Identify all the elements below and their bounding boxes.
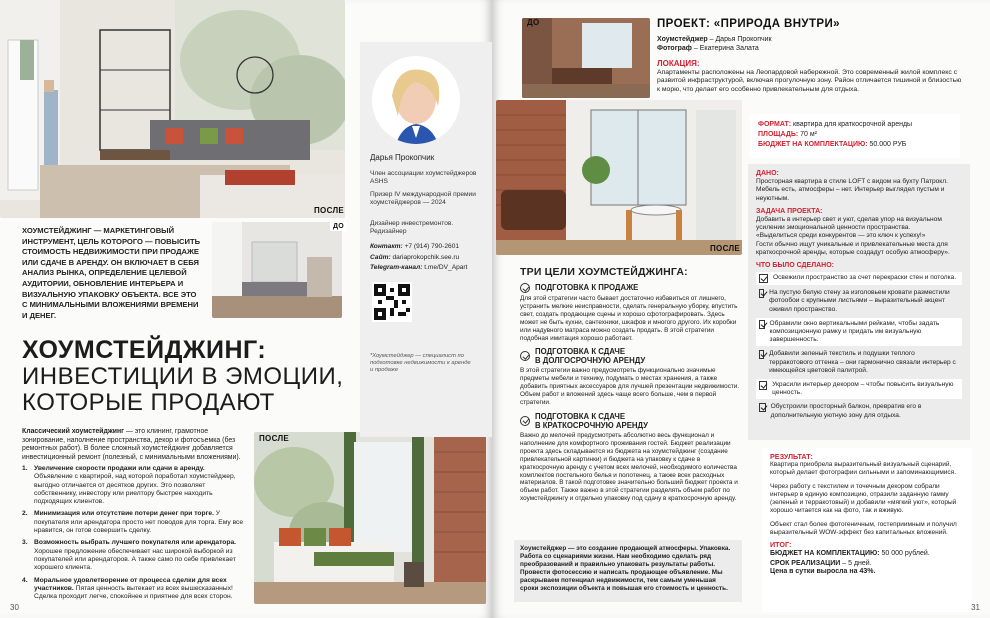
- list-item: [22, 577, 244, 602]
- telegram-link[interactable]: t.me/DV_Apart: [422, 264, 468, 271]
- credits: [657, 35, 977, 53]
- photo-before-top: [522, 18, 650, 98]
- goal-3: [520, 412, 742, 503]
- item-title: Моральное удовлетворение от процесса сделки для всех участников.: [34, 576, 227, 592]
- goal-title: ПОДГОТОВКА К ПРОДАЖЕ: [535, 283, 639, 293]
- item-title: Возможность выбрать лучшего покупателя или арендатора.: [34, 539, 237, 547]
- author-role-2: Призер IV международной премии хоумстейджеров — 2024: [370, 191, 476, 207]
- lead-text: — это клининг, грамотное зонирование, наполнение пространства, декор и фотосъемка (без ремонтных работ). В более сложный хоумстейджинг добавляется инвестиционный ремонт (полезный, с минимальными вложениями).: [22, 428, 241, 461]
- done-label: ЧТО БЫЛО СДЕЛАНО:: [756, 262, 835, 270]
- goals-title: ТРИ ЦЕЛИ ХОУМСТЕЙДЖИНГА:: [520, 266, 688, 278]
- given-label: ДАНО:: [756, 170, 779, 177]
- item-text: Хорошее предложение обеспечивает нас широкой выборкой из покупателей или арендаторов. А также само по себе привлекает хорошего клиента.: [34, 547, 236, 572]
- done-item: [756, 287, 962, 316]
- checkbox-icon: [759, 381, 767, 390]
- result-text-3: Объект стал более фотогеничным, гостеприимным и получил выразительный WOW-эффект без капитальных вложений.: [770, 521, 957, 536]
- headline-line-1: ХОУМСТЕЙДЖИНГ:: [22, 336, 267, 364]
- goal-2: [520, 347, 742, 407]
- goal-title-2: В КРАТКОСРОЧНУЮ АРЕНДУ: [535, 420, 649, 430]
- given-text: Просторная квартира в стиле LOFT с видом на бухту Патрокл. Мебель есть, атмосферы – нет. Интерьер выглядел пустым и неуютным.: [756, 178, 948, 202]
- goal-text: Для этой стратегии часто бывает достаточно избавиться от лишнего, устранить мелкие неисправности, сделать генеральную уборку, впустить свет, создать продающие сцены и хорошо сфотографировать. Здесь может не быть кухни, сантехники, шкафов и многого другого. Их коробки или надувного матраса можно создать продать. В этой стратегии подобная имитация хорошо работает.: [520, 295, 738, 342]
- done-item: [756, 348, 962, 377]
- result-label: РЕЗУЛЬТАТ:: [770, 452, 813, 461]
- term-value: – 5 дней.: [840, 559, 872, 567]
- budget-label: БЮДЖЕТ НА КОМПЛЕКТАЦИЮ:: [758, 141, 868, 148]
- goal-text: Важно до мелочей предусмотреть абсолютно весь функционал и наполнение для комфортного проживания гостей. Бюджет реализации проекта здесь складывается из бюджета на хоумстейджинг (создание привлекательной картинки) и бюджета на упаковку к сдаче в краткосрочную аренду с учетом всех мелочей, необходимого количества комплектов постельного белья и полотенец, а также всех расходных материалов. В такой подготовке значительно больший бюджет проекта и объем работ. Также важно в этой стратегии разделять объем работ по хоумстейджингу и отдельно упаковку под сдачу в краткосрочную аренду.: [520, 431, 738, 503]
- author-role-1: Член ассоциации хоумстейджеров ASHS: [370, 170, 477, 186]
- intro-text: ХОУМСТЕЙДЖИНГ — МАРКЕТИНГОВЫЙ ИНСТРУМЕНТ, ЦЕЛЬ КОТОРОГО — ПОВЫСИТЬ СТОИМОСТЬ НЕДВИЖИМОСТИ ПРИ ПРОДАЖЕ ИЛИ СДАЧЕ В АРЕНДУ. ОН ВКЛЮЧАЕТ В СЕБЯ АНАЛИЗ РЫНКА, ОПРЕДЕЛЕНИЕ ЦЕЛЕВОЙ АУДИТОРИИ, ОБНОВЛЕНИЕ ИНТЕРЬЕРА И ВИЗУАЛЬНУЮ УПАКОВКУ ОБЪЕКТА. ВСЕ ЭТО С МИНИМАЛЬНЫМИ ВЛОЖЕНИЯМИ ВРЕМЕНИ И ДЕНЕГ.: [22, 226, 201, 320]
- project-title: ПРОЕКТ: «ПРИРОДА ВНУТРИ»: [657, 18, 840, 30]
- project-panel: [748, 164, 970, 440]
- total-label: ИТОГ:: [770, 540, 792, 549]
- check-circle-icon: [520, 416, 530, 426]
- author-card: [360, 42, 492, 437]
- goal-title: ПОДГОТОВКА К СДАЧЕ: [535, 347, 626, 357]
- checkbox-icon: [759, 320, 765, 329]
- location-label: ЛОКАЦИЯ:: [657, 59, 700, 68]
- photographer-name: – Екатерина Залата: [691, 45, 759, 52]
- area-value: 70 м²: [798, 131, 818, 138]
- headline-line-2: ИНВЕСТИЦИИ В ЭМОЦИИ,: [22, 363, 344, 390]
- result-text-1: Квартира приобрела выразительный визуальный сценарий, который делает фотографии сильными и запоминающимися.: [770, 461, 956, 476]
- result-panel: [762, 448, 972, 612]
- author-footnote: *Хоумстейджер — специалист по подготовке недвижимости к аренде и продаже: [370, 353, 471, 374]
- item-title: Минимизация или отсутствие потери денег при торге.: [34, 510, 214, 518]
- done-item: [756, 401, 962, 421]
- item-text: Объявление с квартирой, над которой поработал хоумстейджер, выгодно отличается от десятков других. Это позволяет собственнику, инвестору или риелтору быстрее находить подходящих клиентов.: [34, 473, 236, 506]
- author-role-3: Дизайнер инвестремонтов. Редизайнер: [370, 220, 454, 236]
- result-text-2: Через работу с текстилем и точечным декором собрали интерьер в единую композицию, отразили заданную гамму (зеленый и терракотовый) и добавили «мягкий уют», который хорошо читается как на фото, так и вживую.: [770, 483, 957, 514]
- right-page: [492, 0, 990, 618]
- item-text: Пятая ценность вытекает из всех вышесказанных! Сделка проходит легче, спокойнее и приятнее для всех сторон.: [34, 584, 233, 601]
- photo-after-main: [496, 100, 742, 255]
- item-text: У покупателя или арендатора просто нет поводов для торга. Ему все нравится, он готов совершить сделку.: [34, 510, 244, 535]
- check-circle-icon: [520, 283, 530, 293]
- photo-bedroom-after: [254, 432, 486, 604]
- done-item: [756, 379, 962, 399]
- author-contacts: [370, 242, 492, 274]
- contact-label: Контакт:: [370, 243, 403, 250]
- project-header: [657, 18, 977, 94]
- photographer-label: Фотограф: [657, 45, 692, 52]
- site-link[interactable]: dariaprokopchik.see.ru: [390, 253, 460, 261]
- quote-text: — это создание продающей атмосферы. Упаковка. Работа со сценариями жизни. Нам необходимо сделать ряд преобразований и правильно упаковать результаты работы. Провести фотосессию и написать продающее объявление. Мы раскрываем потенциал недвижимости, тем самым уменьшая сроки экспозиции объекта и повышая его стоимость и ценность.: [520, 545, 731, 592]
- label-after: ПОСЛЕ: [314, 206, 344, 215]
- area-label: ПЛОЩАДЬ:: [758, 131, 799, 138]
- item-number: 2.: [22, 510, 28, 518]
- goal-1: [520, 283, 742, 342]
- headline: [22, 337, 362, 416]
- homestager-name: – Дарья Прокопчик: [707, 36, 772, 43]
- page-number-right: 31: [971, 603, 980, 612]
- goal-title: ПОДГОТОВКА К СДАЧЕ: [535, 411, 626, 421]
- checkbox-icon: [759, 350, 764, 359]
- task-text-2: «Выделиться среди конкурентов — это ключ к успеху!»: [756, 232, 926, 240]
- task-label: ЗАДАЧА ПРОЕКТА:: [756, 207, 823, 215]
- task-text-1: Добавить в интерьер свет и уют, сделав упор на визуальном усилении эмоциональной ценности пространства.: [756, 216, 942, 232]
- done-item-text: На пустую белую стену за изголовьем кровати разместили фотообои с крупными листьями – выразительный акцент оживил пространство.: [769, 289, 950, 313]
- total-budget-value: 50 000 рублей.: [879, 550, 930, 557]
- budget-value: 50.000 РУБ: [867, 141, 907, 148]
- label-before: ДО: [330, 222, 347, 231]
- quote-bold: Хоумстейджер: [520, 545, 567, 552]
- done-item-text: Добавили зеленый текстиль и подушки теплого терракотового оттенка – они гармонично связали интерьер с имеющейся цветовой палитрой.: [769, 350, 956, 374]
- term-label: СРОК РЕАЛИЗАЦИИ: [770, 559, 841, 567]
- item-number: 1.: [22, 465, 28, 472]
- left-page: [0, 0, 492, 618]
- item-number: 4.: [22, 576, 28, 584]
- total-budget-label: БЮДЖЕТ НА КОМПЛЕКТАЦИЮ:: [770, 550, 880, 557]
- lead-paragraph: [22, 428, 244, 462]
- done-item-text: Украсили интерьер декором – чтобы повысить визуальную ценность.: [772, 381, 954, 397]
- checkbox-icon: [759, 274, 768, 283]
- task-text-3: Гости обычно ищут уникальные и привлекательные места для краткосрочной аренды, которые создадут особую атмосферу».: [756, 240, 950, 256]
- contact-phone[interactable]: +7 (914) 790-2601: [402, 243, 460, 250]
- qr-code[interactable]: [372, 282, 412, 322]
- list-item: [22, 465, 244, 506]
- author-avatar: [372, 56, 460, 144]
- telegram-label: Telegram-канал:: [370, 264, 423, 271]
- label-before: ДО: [527, 18, 540, 27]
- done-item: [756, 318, 962, 347]
- item-number: 3.: [22, 539, 28, 547]
- check-circle-icon: [520, 351, 530, 361]
- benefits-list: [22, 465, 244, 605]
- checkbox-icon: [759, 289, 764, 298]
- page-number-left: 30: [10, 603, 19, 612]
- homestager-label: Хоумстейджер: [657, 36, 708, 43]
- label-after: ПОСЛЕ: [259, 434, 289, 443]
- list-item: [22, 510, 244, 535]
- format-value: квартира для краткосрочной аренды: [791, 121, 913, 128]
- site-label: Сайт:: [370, 253, 391, 261]
- item-title: Увеличение скорости продажи или сдачи в аренду.: [34, 465, 205, 472]
- goals-section: [520, 266, 742, 503]
- goal-title-2: В ДОЛГОСРОЧНУЮ АРЕНДУ: [535, 356, 646, 366]
- format-box: [750, 114, 960, 158]
- photo-living-room-after: [0, 0, 345, 218]
- checkbox-icon: [759, 403, 766, 412]
- done-item-text: Обустроили просторный балкон, превратив его в дополнительную уютную зону для отдыха.: [770, 403, 922, 419]
- photo-living-room-before: [212, 222, 342, 318]
- done-item-text: Освежили пространство за счет перекраски стен и потолка.: [773, 274, 957, 282]
- author-name: Дарья Прокопчик: [370, 153, 435, 162]
- list-item: [22, 539, 244, 572]
- label-after: ПОСЛЕ: [710, 244, 740, 253]
- price-note: Цена в сутки выросла на 43%.: [770, 568, 876, 575]
- headline-line-3: КОТОРЫЕ ПРОДАЮТ: [22, 389, 275, 416]
- done-item: [756, 272, 962, 285]
- location-text: Апартаменты расположены на Леопардовой набережной. Это современный жилой комплекс с развитой инфраструктурой, включая прогулочную зону. Район отличается тишиной и близостью к морю, что делает его особенно привлекательным для отдыха.: [657, 69, 962, 93]
- quote-box: [514, 540, 742, 602]
- done-item-text: Обрамили окно вертикальными рейками, чтобы задать композиционную рамку и придать им визуальную завершенность.: [769, 319, 940, 344]
- goal-text: В этой стратегии важно предусмотреть функционально значимые предметы мебели и технику, подумать о местах хранения, а также добавить приятных аксессуаров для лучшей презентации недвижимости. Объем работ и вложений здесь чаще всего больше, чем в первой стратегии.: [520, 367, 740, 407]
- format-label: ФОРМАТ:: [758, 121, 792, 128]
- lead-bold: Классический хоумстейджинг: [22, 428, 125, 435]
- done-list: [756, 272, 962, 422]
